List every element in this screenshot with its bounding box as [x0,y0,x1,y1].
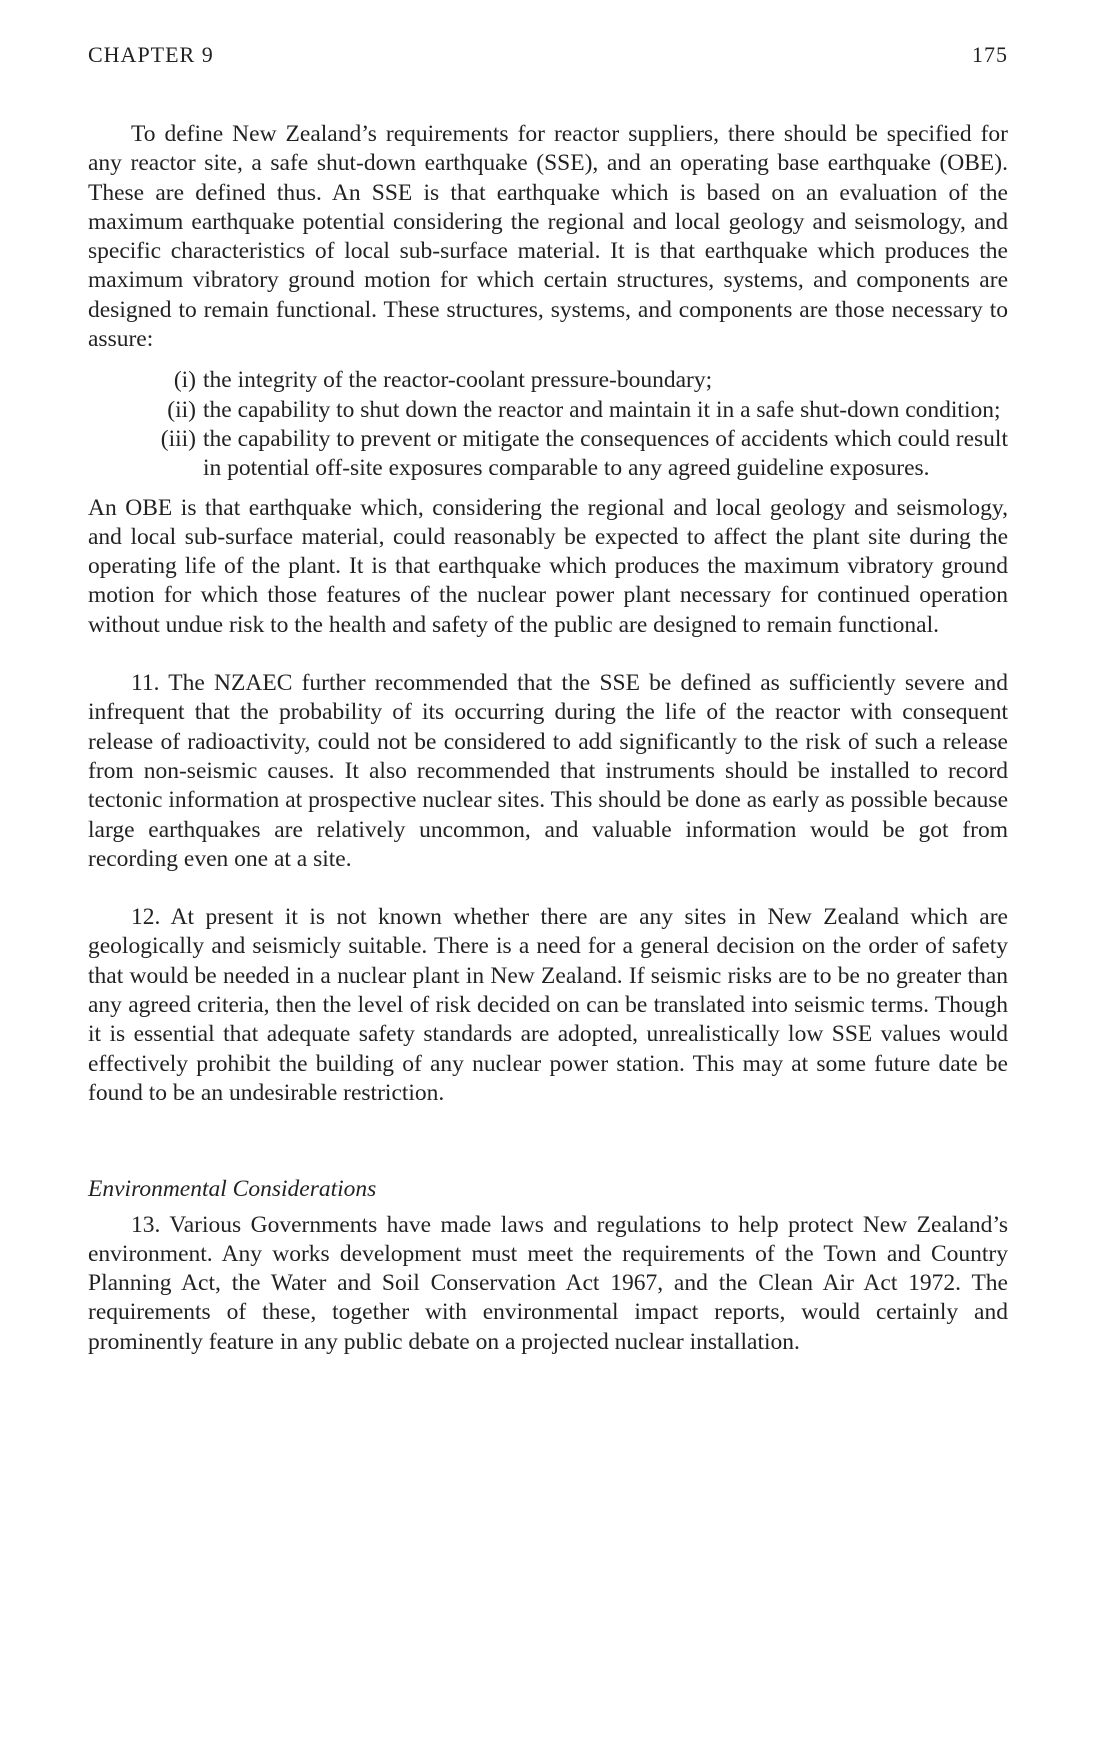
list-marker: (ii) [167,396,196,423]
list-item [88,366,1008,395]
paragraph-13: 13. Various Governments have made laws and regulations to help protect New Zealand’s environment. Any works development must meet the requirements of the Town and Country Planning Act, the Water and Soil Conservation Act 1967, and the Clean Air Act 1972. The requirements of these, together with environmental impact reports, would certainly and prominently feature in any public debate on a projected nuclear installation. [88,1211,1008,1355]
list-item-text: the integrity of the reactor-coolant pressure-boundary; [203,367,713,394]
spacer [88,640,1008,669]
running-header [88,42,1008,72]
body-text [88,120,1008,1357]
paragraph-obe-definition: An OBE is that earthquake which, considering the regional and local geology and seismology, and local sub-surface material, could reasonably be expected to affect the plant site during the operating life of the plant. It is that earthquake which produces the maximum vibratory ground motion for which those features of the nuclear power plant necessary for continued operation without undue risk to the health and safety of the public are designed to remain functional. [88,494,1008,638]
page-number: 175 [972,42,1008,67]
list-item [88,425,1008,484]
spacer [88,874,1008,903]
paragraph-12: 12. At present it is not known whether there are any sites in New Zealand which are geologically and seismicly suitable. There is a need for a general decision on the order of safety that would be needed in a nuclear plant in New Zealand. If seismic risks are to be no greater than any agreed criteria, then the level of risk decided on can be translated into seismic terms. Though it is essential that adequate safety standards are adopted, unrealistically low SSE values would effectively prohibit the building of any nuclear power station. This may at some future date be found to be an undesirable restriction. [88,904,1008,1106]
section-heading: Environmental Considerations [88,1176,377,1203]
list-marker: (i) [173,367,196,394]
list-item [88,396,1008,425]
list-item-text: the capability to prevent or mitigate the consequences of accidents which could result in potential off-site exposures comparable to any agreed guideline exposures. [203,425,1008,482]
list-marker: (iii) [160,425,196,452]
spacer [88,1108,1008,1175]
paragraph-sse-definition: To define New Zealand’s requirements for reactor suppliers, there should be specified for any reactor site, a safe shut-down earthquake (SSE), and an operating base earthquake (OBE). These are defined thus. An SSE is that earthquake which is based on an evaluation of the maximum earthquake potential considering the regional and local geology and seismology, and specific characteristics of local sub-surface material. It is that earthquake which produces the maximum vibratory ground motion for which certain structures, systems, and components are designed to remain functional. These structures, systems, and components are those necessary to assure: [88,121,1008,353]
list-item-text: the capability to shut down the reactor and maintain it in a safe shut-down condition; [203,396,1001,423]
chapter-label: CHAPTER 9 [88,42,214,67]
paragraph-11: 11. The NZAEC further recommended that the SSE be defined as sufficiently severe and infrequent that the probability of its occurring during the life of the reactor with consequent release of radioactivity, could not be considered to add significantly to the risk of such a release from non-seismic causes. It also recommended that instruments should be installed to record tectonic information at prospective nuclear sites. This should be done as early as possible because large earthquakes are relatively uncommon, and valuable information would be got from recording even one at a site. [88,670,1008,872]
assurance-list [88,366,1008,483]
